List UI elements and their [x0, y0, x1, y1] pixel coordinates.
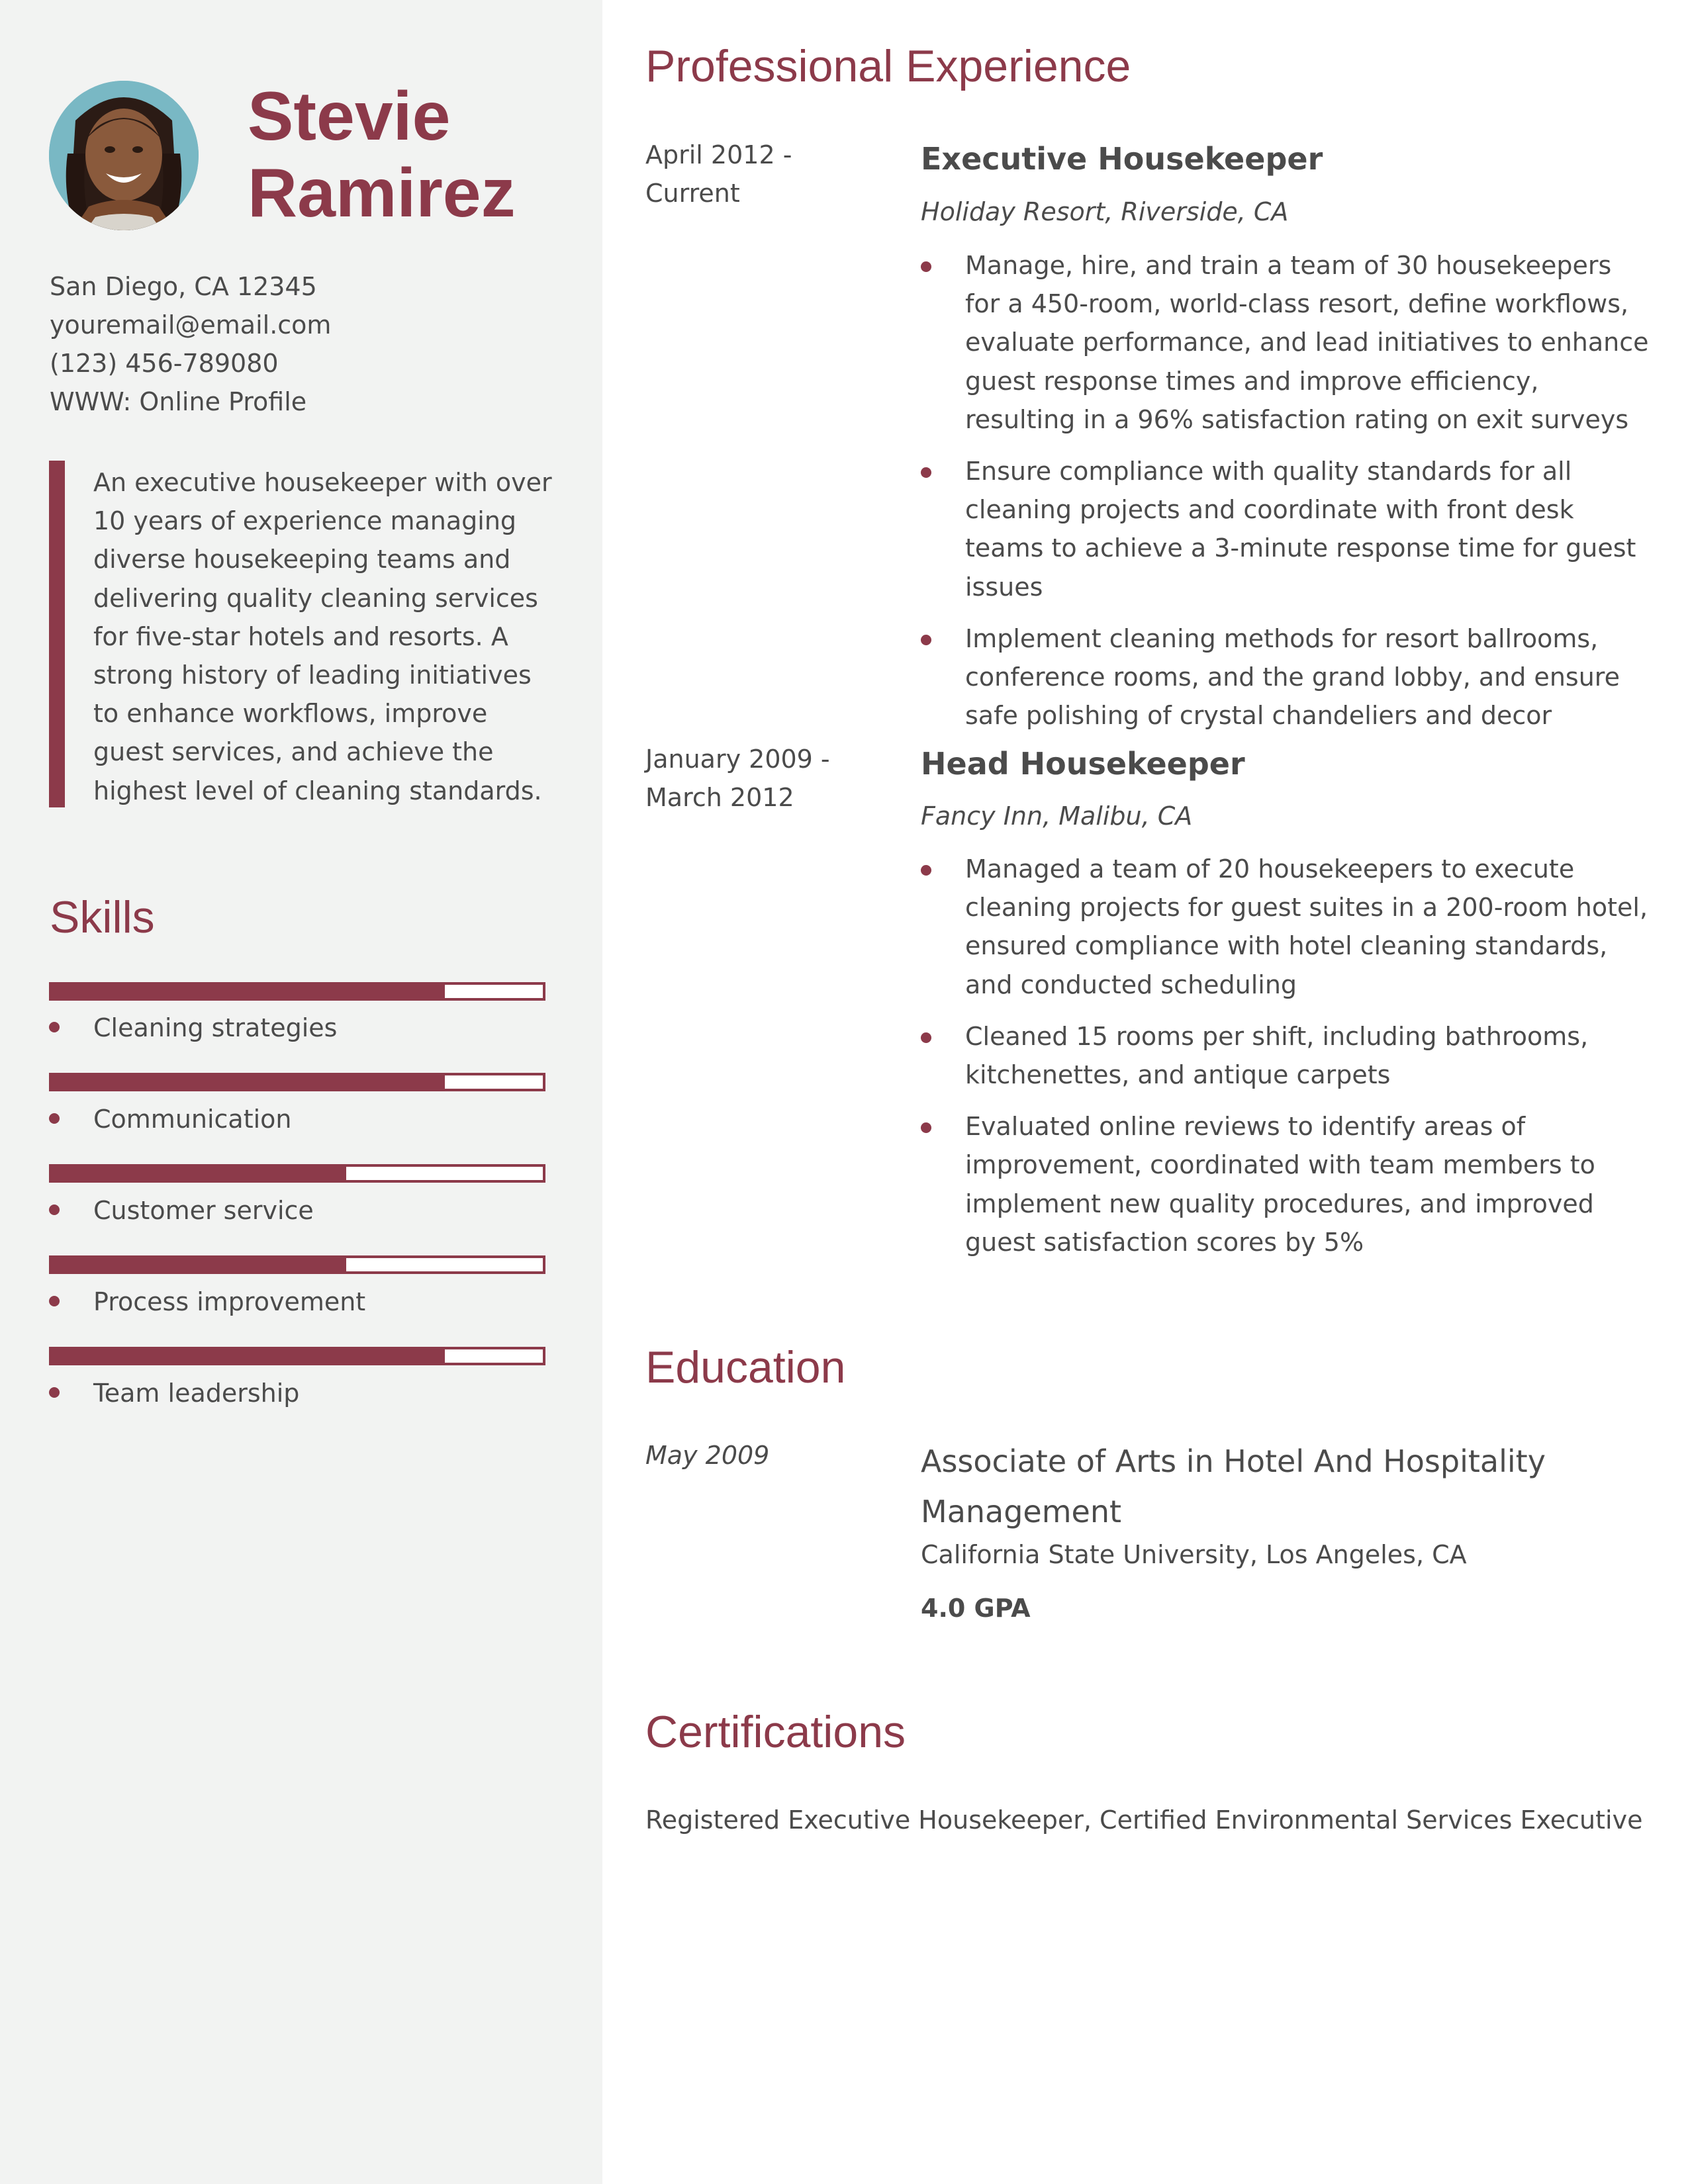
job-date-end: Current — [645, 179, 740, 208]
job-bullets — [921, 246, 1649, 748]
bullet-icon — [49, 1296, 60, 1306]
skill-label: Team leadership — [93, 1379, 300, 1408]
list-item: Ensure compliance with quality standards for all cleaning projects and coordinate with front desk teams to achieve a 3-minute response time for guest issues — [921, 452, 1649, 606]
last-name: Ramirez — [248, 155, 516, 232]
list-item: Managed a team of 20 housekeepers to execute cleaning projects for guest suites in a 200-room hotel, ensured compliance with hotel cleaning standards, and conducted scheduling — [921, 850, 1649, 1004]
skill-label: Cleaning strategies — [93, 1013, 338, 1042]
job-title: Head Housekeeper — [921, 746, 1245, 782]
job-title: Executive Housekeeper — [921, 141, 1323, 177]
avatar-photo-icon — [49, 81, 199, 230]
bullet-icon — [921, 261, 931, 272]
skills-heading: Skills — [50, 892, 155, 942]
certifications-text: Registered Executive Housekeeper, Certified Environmental Services Executive — [645, 1805, 1643, 1835]
job-bullets — [921, 850, 1649, 1275]
bullet-icon — [49, 1022, 60, 1032]
website[interactable]: WWW: Online Profile — [50, 387, 307, 416]
skill-label: Customer service — [93, 1196, 314, 1225]
skill-level-fill — [52, 1167, 346, 1180]
education-gpa: 4.0 GPA — [921, 1594, 1031, 1623]
skill-level-fill — [52, 985, 445, 998]
education-degree: Associate of Arts in Hotel And Hospitality Management — [921, 1443, 1546, 1529]
bullet-icon — [921, 635, 931, 645]
skill-level-bar — [49, 1164, 545, 1183]
bullet-icon — [921, 865, 931, 876]
job-dates — [645, 136, 844, 212]
skill-level-bar — [49, 1347, 545, 1365]
avatar — [49, 81, 199, 230]
address: San Diego, CA 12345 — [50, 272, 317, 301]
certifications-heading: Certifications — [645, 1707, 906, 1757]
job-company: Fancy Inn, Malibu, CA — [921, 801, 1193, 831]
bullet-icon — [921, 1122, 931, 1133]
job-date-start: April 2012 - — [645, 140, 792, 169]
job-dates — [645, 740, 844, 817]
skill-label: Communication — [93, 1105, 292, 1134]
list-item: Evaluated online reviews to identify areas of improvement, coordinated with team members to implement new quality procedures, and improved guest satisfaction scores by 5% — [921, 1107, 1649, 1261]
skill-level-fill — [52, 1258, 346, 1271]
skill-level-fill — [52, 1349, 445, 1363]
job-date-start: January 2009 - — [645, 745, 830, 774]
first-name: Stevie — [248, 78, 451, 155]
email[interactable]: youremail@email.com — [50, 310, 332, 340]
bullet-icon — [921, 467, 931, 478]
summary-accent-bar — [49, 461, 65, 807]
phone: (123) 456-789080 — [50, 349, 279, 378]
job-date-end: March 2012 — [645, 783, 794, 812]
bullet-icon — [49, 1387, 60, 1398]
education-school: California State University, Los Angeles, CA — [921, 1540, 1467, 1569]
list-item: Cleaned 15 rooms per shift, including bathrooms, kitchenettes, and antique carpets — [921, 1017, 1649, 1094]
candidate-name — [248, 78, 592, 232]
education-date: May 2009 — [645, 1441, 770, 1470]
bullet-icon — [49, 1205, 60, 1215]
sidebar — [0, 0, 602, 2184]
list-item: Manage, hire, and train a team of 30 housekeepers for a 450-room, world-class resort, define workflows, evaluate performance, and lead initiatives to enhance guest response times and improve efficiency, resulting in a 96% satisfaction rating on exit surveys — [921, 246, 1649, 439]
list-item: Implement cleaning methods for resort ballrooms, conference rooms, and the grand lobby, and ensure safe polishing of crystal chandeliers and decor — [921, 619, 1649, 735]
bullet-icon — [49, 1113, 60, 1124]
skill-level-bar — [49, 1073, 545, 1091]
skill-level-bar — [49, 1255, 545, 1274]
skill-label: Process improvement — [93, 1287, 366, 1316]
job-company: Holiday Resort, Riverside, CA — [921, 197, 1289, 226]
bullet-icon — [921, 1032, 931, 1043]
experience-heading: Professional Experience — [645, 41, 1131, 91]
skill-level-bar — [49, 982, 545, 1001]
skill-level-fill — [52, 1075, 445, 1089]
education-heading: Education — [645, 1342, 846, 1392]
contact-info — [50, 267, 579, 421]
profile-summary: An executive housekeeper with over 10 years of experience managing diverse housekeeping teams and delivering quality cleaning services for five-star hotels and resorts. A strong history of leading initiatives to enhance workflows, improve guest services, and achieve the highest level of cleaning standards. — [93, 468, 552, 805]
